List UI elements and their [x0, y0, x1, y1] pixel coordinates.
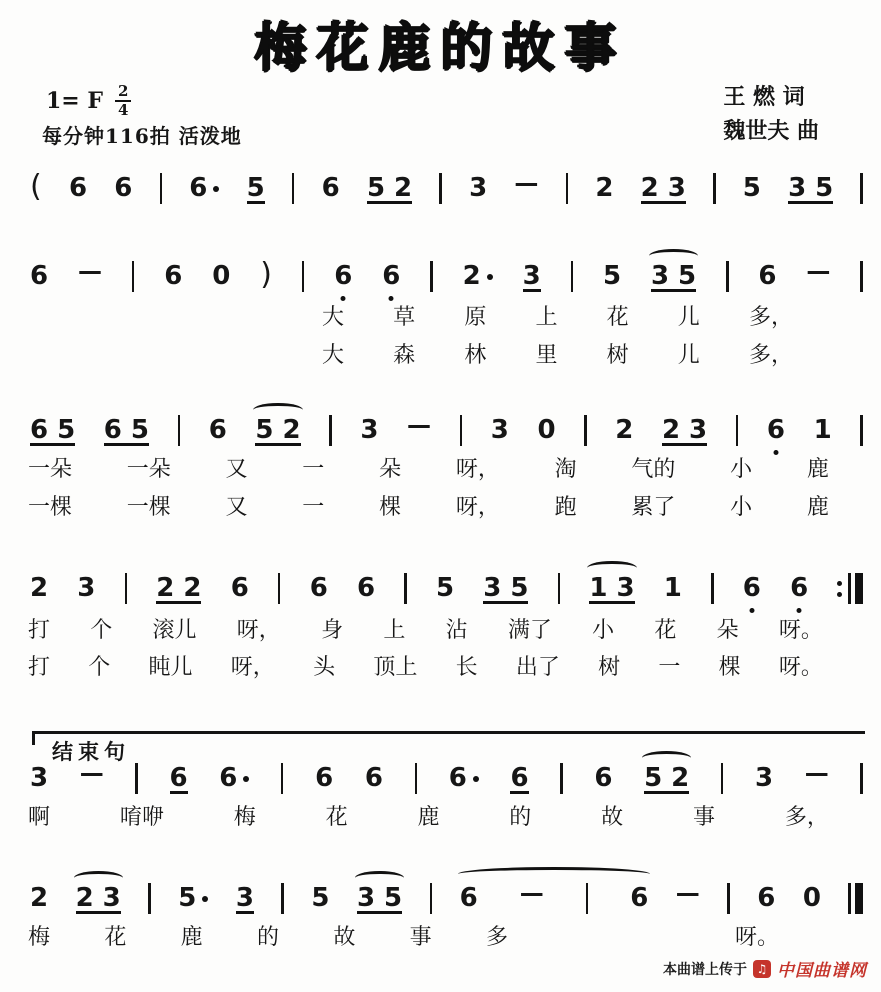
note-group	[30, 417, 75, 446]
time-signature	[115, 84, 131, 118]
lyric-syllable: 啊	[28, 805, 51, 830]
lyric-syllable: 沾	[445, 618, 468, 643]
lyrics-verse2-line3	[28, 650, 823, 681]
barline	[415, 763, 418, 794]
lyric-syllable: 跑	[554, 495, 577, 520]
note: 2	[183, 573, 202, 603]
thin-barline	[848, 573, 851, 604]
note: 6	[334, 261, 353, 291]
lyric-syllable: 儿	[677, 305, 700, 330]
barline	[460, 415, 463, 446]
note-group	[788, 175, 833, 204]
note: 5	[255, 415, 274, 445]
lyrics-verse1-line3	[28, 613, 823, 644]
lyric-syllable: 朵	[379, 457, 402, 482]
lyric-syllable: 上	[383, 618, 406, 643]
note: 5	[602, 261, 622, 291]
note: 5	[366, 173, 386, 203]
note: 3	[469, 173, 488, 203]
note-group	[644, 765, 689, 794]
note: 6	[30, 261, 49, 291]
note: 6	[208, 415, 227, 445]
lyric-syllable: 满了	[507, 618, 552, 643]
dash-note: —	[77, 257, 102, 285]
lyric-syllable: 鹿	[806, 495, 829, 520]
music-line-3	[30, 410, 863, 446]
lyric-syllable: 花	[104, 925, 127, 950]
note: 6	[114, 173, 133, 203]
note: 3	[616, 573, 635, 603]
barline	[135, 763, 138, 794]
note: 6	[364, 763, 383, 793]
lyric-syllable: 多，	[748, 343, 793, 368]
barline	[584, 415, 587, 446]
lyric-syllable: 草	[393, 305, 416, 330]
note: 6	[630, 883, 649, 913]
note: 6	[30, 415, 49, 445]
lyric-syllable: 故	[333, 925, 356, 950]
note: 6	[766, 415, 785, 445]
note: 5	[57, 415, 76, 445]
note: 1	[589, 573, 608, 603]
note: 6	[356, 573, 376, 603]
note: 2	[282, 415, 301, 445]
lyric-syllable: 小	[730, 495, 753, 520]
tied-note-group	[460, 881, 649, 914]
note: 0	[212, 261, 231, 291]
lyric-syllable: 呀，	[236, 618, 281, 643]
lyric-syllable: 打	[28, 655, 51, 680]
lyric-syllable: 小	[592, 618, 615, 643]
dash-note: —	[407, 411, 432, 439]
barline	[148, 883, 151, 914]
note-group	[156, 575, 201, 604]
lyric-syllable: 上	[535, 305, 558, 330]
lyric-syllable: 呀。	[778, 655, 823, 680]
note-group	[255, 417, 300, 446]
dash-note: —	[675, 879, 700, 907]
lyric-syllable: 一朵	[126, 457, 171, 482]
barline	[713, 173, 716, 204]
note: 3	[356, 883, 376, 913]
barline	[439, 173, 442, 204]
lyric-syllable: 森	[393, 343, 416, 368]
lyrics-verse1-line1	[322, 300, 793, 331]
lyrics-ending-line2	[28, 920, 508, 951]
lyric-syllable: 个	[88, 655, 111, 680]
note: 3	[77, 573, 96, 603]
lyric-syllable: 棵	[379, 495, 402, 520]
note-group	[589, 575, 634, 604]
repeat-dots-icon	[837, 581, 842, 597]
barline	[558, 573, 561, 604]
note: 6	[309, 573, 328, 603]
thin-barline	[848, 883, 851, 914]
barline	[586, 883, 589, 914]
lyric-syllable: 小	[730, 457, 753, 482]
lyric-syllable: 一	[658, 655, 681, 680]
note: 2	[463, 263, 493, 292]
note: 2	[75, 883, 94, 913]
upload-note-text: 本曲谱上传于	[663, 961, 747, 978]
note: 5	[742, 173, 761, 203]
lyric-syllable: 一	[302, 457, 325, 482]
dash-note: —	[79, 759, 104, 787]
lyric-syllable: 多，	[748, 305, 793, 330]
dash-note: —	[806, 257, 831, 285]
barline	[711, 573, 714, 604]
thick-barline	[855, 573, 863, 604]
lyric-syllable: 呀，	[455, 457, 500, 482]
note: 6	[459, 883, 478, 913]
note-group	[483, 575, 528, 604]
note: 3	[650, 261, 670, 291]
barline	[281, 763, 284, 794]
note: 6	[219, 765, 249, 794]
note: 6	[230, 573, 249, 603]
barline	[860, 415, 863, 446]
final-barline-icon	[848, 883, 863, 914]
barline	[721, 763, 724, 794]
lyric-syllable: 顶上	[373, 655, 418, 680]
note-group	[651, 263, 696, 292]
lyric-syllable: 多	[485, 925, 508, 950]
barline	[726, 261, 729, 292]
lyric-syllable: 朵	[716, 618, 739, 643]
lyric-syllable: 出了	[515, 655, 560, 680]
note: 5	[510, 573, 529, 603]
lyric-syllable: 呀。	[778, 618, 823, 643]
music-line-1	[30, 168, 863, 204]
barline	[160, 173, 163, 204]
barline	[430, 883, 433, 914]
dash-note: —	[519, 879, 544, 907]
note: 6	[382, 261, 401, 291]
note: 3	[30, 763, 49, 793]
lyric-syllable: 的	[509, 805, 532, 830]
note: 2	[156, 573, 175, 603]
music-line-5	[30, 758, 863, 794]
lyric-syllable: 又	[225, 495, 248, 520]
lyricist-credit: 王 燃 词	[723, 84, 805, 110]
lyric-syllable: 唷咿	[119, 805, 164, 830]
barline	[860, 763, 863, 794]
ending-section-label: 结束句	[52, 740, 130, 764]
dot-after-icon	[202, 896, 208, 902]
lyric-syllable: 多，	[784, 805, 829, 830]
note-group	[641, 175, 686, 204]
lyric-syllable: 个	[90, 618, 113, 643]
lyric-syllable: 事	[693, 805, 716, 830]
note: 3	[667, 173, 686, 203]
barline	[302, 261, 305, 292]
barline	[736, 415, 739, 446]
barline	[727, 883, 730, 914]
lyric-syllable: 林	[464, 343, 487, 368]
note: 2	[671, 763, 690, 793]
lyric-syllable: 大	[322, 343, 345, 368]
composer-credit: 魏世夫 曲	[723, 118, 819, 144]
note: 2	[640, 173, 659, 203]
note: 6	[742, 573, 761, 603]
song-title: 梅花鹿的故事	[254, 19, 627, 79]
lyrics-ending-tail: 呀。	[735, 925, 780, 950]
lyric-syllable: 树	[598, 655, 621, 680]
lyric-syllable: 一棵	[28, 495, 73, 520]
note: 5	[178, 885, 208, 914]
note: 3	[522, 261, 541, 291]
note: 3	[102, 883, 121, 913]
meter-denominator: 4	[118, 101, 129, 119]
lyric-syllable: 气的	[631, 457, 676, 482]
lyric-syllable: 鹿	[180, 925, 203, 950]
lyric-syllable: 鹿	[417, 805, 440, 830]
barline	[132, 261, 135, 292]
credits	[723, 80, 819, 148]
barline	[329, 415, 332, 446]
barline	[566, 173, 569, 204]
ending-bracket-line	[32, 731, 865, 734]
lyric-syllable: 又	[225, 457, 248, 482]
lyric-syllable: 事	[409, 925, 432, 950]
barline	[125, 573, 128, 604]
note: 6	[68, 173, 88, 203]
note: 0	[802, 883, 821, 913]
lyric-syllable: 身	[321, 618, 344, 643]
note: 1	[813, 415, 832, 445]
note: 5	[311, 883, 330, 913]
barline	[430, 261, 433, 292]
lyric-syllable: 呀，	[230, 655, 275, 680]
note: 2	[30, 883, 49, 913]
thick-barline	[855, 883, 863, 914]
lyric-syllable: 累了	[631, 495, 676, 520]
note: 3	[788, 173, 807, 203]
barline	[404, 573, 407, 604]
music-line-6	[30, 878, 863, 914]
close-paren: )	[260, 257, 272, 292]
lyric-syllable: 鹿	[806, 457, 829, 482]
note: 5	[384, 883, 403, 913]
lyric-syllable: 盹儿	[148, 655, 193, 680]
lyric-syllable: 打	[28, 618, 51, 643]
open-paren: (	[30, 169, 42, 204]
lyric-syllable: 花	[654, 618, 677, 643]
lyric-syllable: 花	[325, 805, 348, 830]
barline	[278, 573, 281, 604]
note: 2	[394, 173, 413, 203]
lyric-syllable: 梅	[28, 925, 51, 950]
note: 2	[661, 415, 681, 445]
lyric-syllable: 原	[464, 305, 487, 330]
repeat-end-barline-icon	[837, 573, 863, 604]
lyrics-ending-line1	[28, 800, 829, 831]
note-group	[104, 417, 149, 446]
barline	[178, 415, 181, 446]
lyric-syllable: 一朵	[28, 457, 73, 482]
lyric-syllable: 儿	[677, 343, 700, 368]
lyric-syllable: 滚儿	[152, 618, 197, 643]
lyric-syllable: 棵	[718, 655, 741, 680]
note-group	[662, 417, 707, 446]
lyric-syllable: 淘	[554, 457, 577, 482]
barline	[292, 173, 295, 204]
note-group	[357, 885, 402, 914]
lyric-syllable: 里	[535, 343, 558, 368]
site-name: 中国曲谱网	[777, 961, 867, 981]
note: 6	[790, 573, 809, 603]
watermark	[663, 956, 867, 981]
lyrics-verse1-line2	[28, 452, 829, 483]
music-line-4	[30, 568, 863, 604]
note: 6	[757, 883, 776, 913]
lyric-syllable: 故	[601, 805, 624, 830]
note: 3	[755, 763, 774, 793]
dot-after-icon	[473, 776, 479, 782]
note: 3	[235, 883, 254, 913]
note: 6	[594, 763, 613, 793]
barline	[571, 261, 574, 292]
note: 6	[758, 261, 777, 291]
note: 6	[103, 415, 122, 445]
note: 6	[164, 261, 183, 291]
note: 2	[30, 573, 49, 603]
note: 6	[189, 175, 219, 204]
meter-numerator: 2	[115, 84, 131, 102]
qupu-site-logo-icon: ♫	[753, 960, 771, 978]
lyric-syllable: 树	[606, 343, 629, 368]
note: 6	[510, 763, 529, 793]
key-signature	[46, 84, 131, 118]
note: 3	[689, 415, 708, 445]
lyric-syllable: 一棵	[126, 495, 171, 520]
lyrics-verse2-line2	[28, 490, 829, 521]
barline	[860, 261, 863, 292]
note: 6	[449, 765, 479, 794]
barline	[860, 173, 863, 204]
note: 1	[663, 573, 682, 603]
note: 3	[483, 573, 502, 603]
dot-after-icon	[243, 776, 249, 782]
note: 3	[490, 415, 509, 445]
lyric-syllable: 的	[256, 925, 279, 950]
note: 6	[169, 763, 188, 793]
barline	[281, 883, 284, 914]
note: 2	[615, 415, 634, 445]
note: 6	[321, 173, 340, 203]
note: 0	[537, 415, 556, 445]
lyric-syllable: 长	[455, 655, 478, 680]
lyric-syllable: 大	[322, 305, 345, 330]
note-group	[76, 885, 121, 914]
note: 5	[435, 573, 455, 603]
lyric-syllable: 一	[302, 495, 325, 520]
note: 5	[644, 763, 663, 793]
note: 6	[315, 763, 334, 793]
note: 5	[678, 261, 697, 291]
note: 3	[360, 415, 379, 445]
dot-after-icon	[213, 186, 219, 192]
note: 5	[815, 173, 834, 203]
lyrics-verse2-line1	[322, 338, 793, 369]
lyric-syllable: 梅	[233, 805, 256, 830]
lyric-syllable: 呀，	[455, 495, 500, 520]
lyric-syllable: 头	[313, 655, 336, 680]
note-group	[367, 175, 412, 204]
note: 5	[246, 173, 265, 203]
lyric-syllable: 花	[606, 305, 629, 330]
note: 2	[595, 173, 614, 203]
dot-after-icon	[487, 274, 493, 280]
tempo-marking: 每分钟116拍 活泼地	[42, 124, 242, 148]
note: 5	[130, 415, 149, 445]
dash-note: —	[804, 759, 829, 787]
dash-note: —	[514, 169, 539, 197]
key-text: 1= F	[46, 88, 104, 114]
barline	[560, 763, 563, 794]
music-line-2	[30, 256, 863, 292]
